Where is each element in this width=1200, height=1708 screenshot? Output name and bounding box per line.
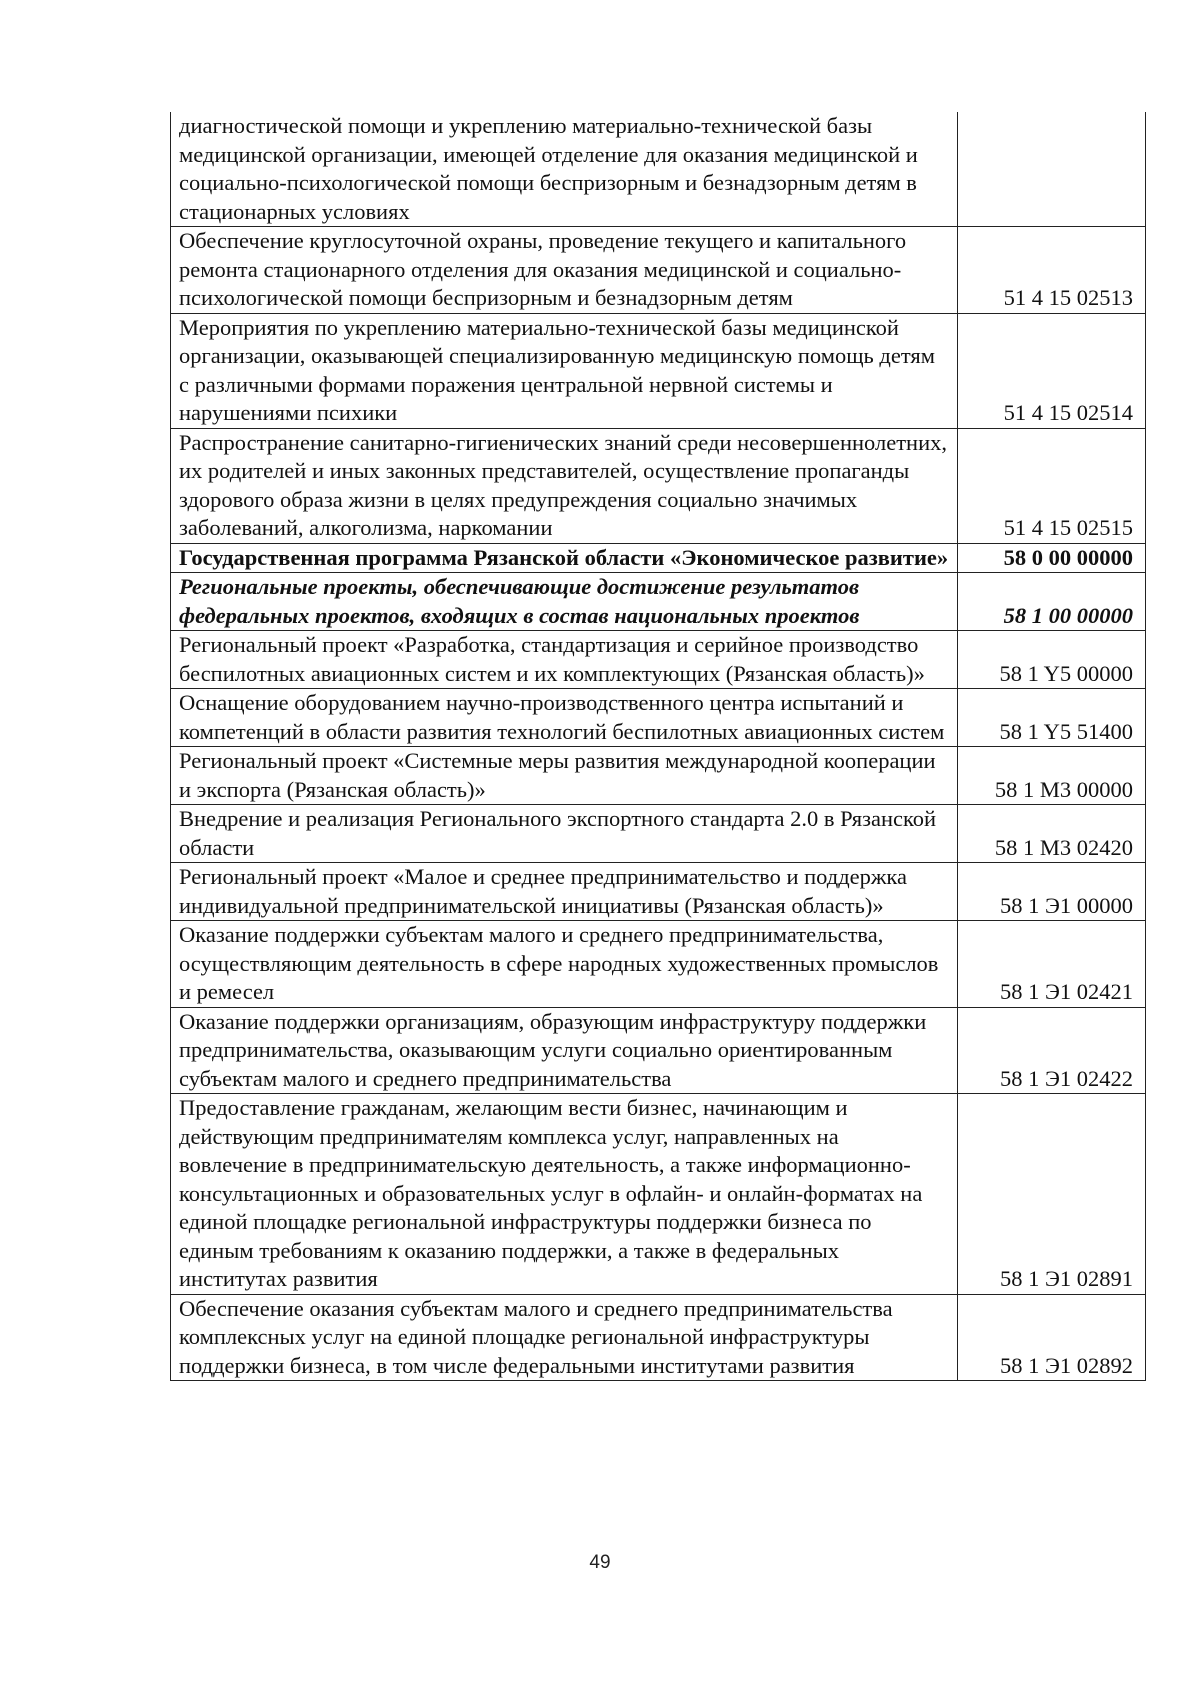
row-name-cell	[171, 573, 958, 631]
row-name-cell	[171, 428, 958, 543]
row-code-cell: 51 4 15 02513	[958, 227, 1146, 314]
row-name: Оснащение оборудованием научно-производственного центра испытаний и компетенций в области развития технологий беспилотных авиационных систем	[179, 690, 945, 744]
row-code-cell: 58 1 Э1 02892	[958, 1294, 1146, 1381]
row-code-cell: 58 1 M3 02420	[958, 805, 1146, 863]
row-code-cell: 58 1 Э1 00000	[958, 863, 1146, 921]
row-code-cell	[958, 112, 1146, 227]
table-row	[171, 805, 1146, 863]
row-name-cell	[171, 227, 958, 314]
row-name: Обеспечение оказания субъектам малого и среднего предпринимательства комплексных услуг на единой площадке региональной инфраструктуры поддержки бизнеса, в том числе федеральными институтами развития	[179, 1295, 893, 1378]
row-name-cell	[171, 543, 958, 573]
row-name-cell	[171, 689, 958, 747]
row-code-cell: 58 1 Y5 51400	[958, 689, 1146, 747]
row-code-cell: 51 4 15 02515	[958, 428, 1146, 543]
budget-classification-table	[170, 112, 1146, 1381]
table-row	[171, 1007, 1146, 1094]
row-name-cell	[171, 805, 958, 863]
row-name: Оказание поддержки субъектам малого и среднего предпринимательства, осуществляющим деятельность в сфере народных художественных промыслов и ремесел	[179, 922, 939, 1004]
row-name: Предоставление гражданам, желающим вести бизнес, начинающим и действующим предпринимателям комплекса услуг, направленных на вовлечение в предпринимательскую деятельность, а также информационно-консультационных и образовательных услуг в офлайн- и онлайн-форматах на единой площадке региональной инфраструктуры поддержки бизнеса по единым требованиям к оказанию поддержки, а также в федеральных институтах развития	[179, 1095, 923, 1291]
row-code-cell: 58 1 Э1 02421	[958, 921, 1146, 1008]
row-name: Государственная программа Рязанской области «Экономическое развитие»	[179, 544, 949, 570]
table-row	[171, 1294, 1146, 1381]
row-name: Обеспечение круглосуточной охраны, проведение текущего и капитального ремонта стационарного отделения для оказания медицинской и социально-психологической помощи беспризорным и безнадзорным детям	[179, 228, 907, 310]
subprogram-row	[171, 573, 1146, 631]
row-code-cell: 51 4 15 02514	[958, 313, 1146, 428]
row-name-cell	[171, 112, 958, 227]
row-name: Региональный проект «Разработка, стандартизация и серийное производство беспилотных авиационных систем и их комплектующих (Рязанская область)»	[179, 632, 925, 686]
row-name: Региональные проекты, обеспечивающие достижение результатов федеральных проектов, входящих в состав национальных проектов	[179, 574, 860, 628]
row-name-cell	[171, 1294, 958, 1381]
table-row	[171, 747, 1146, 805]
row-name: Оказание поддержки организациям, образующим инфраструктуру поддержки предпринимательства, оказывающим услуги социально ориентированным субъектам малого и среднего предпринимательства	[179, 1008, 927, 1091]
row-code-cell: 58 0 00 00000	[958, 543, 1146, 573]
page-number: 49	[589, 1552, 611, 1573]
row-name-cell	[171, 1007, 958, 1094]
table-row	[171, 863, 1146, 921]
table-row	[171, 921, 1146, 1008]
table-row	[171, 428, 1146, 543]
row-name-cell	[171, 921, 958, 1008]
row-code-cell: 58 1 M3 00000	[958, 747, 1146, 805]
table-row	[171, 689, 1146, 747]
row-name: Распространение санитарно-гигиенических знаний среди несовершеннолетних, их родителей и иных законных представителей, осуществление пропаганды здорового образа жизни в целях предупреждения социально значимых заболеваний, алкоголизма, наркомании	[179, 429, 948, 540]
row-name: Региональный проект «Системные меры развития международной кооперации и экспорта (Рязанская область)»	[179, 748, 936, 802]
row-name-cell	[171, 313, 958, 428]
table-row	[171, 1094, 1146, 1295]
program-row	[171, 543, 1146, 573]
table-row	[171, 112, 1146, 227]
row-code-cell: 58 1 00 00000	[958, 573, 1146, 631]
row-name: Региональный проект «Малое и среднее предпринимательство и поддержка индивидуальной предпринимательской инициативы (Рязанская область)»	[179, 864, 908, 918]
row-name-cell	[171, 747, 958, 805]
row-name: диагностической помощи и укреплению материально-технической базы медицинской организации, имеющей отделение для оказания медицинской и социально-психологической помощи беспризорным и безнадзорным детям в стационарных условиях	[179, 113, 918, 224]
row-name: Мероприятия по укреплению материально-технической базы медицинской организации, оказывающей специализированную медицинскую помощь детям с различными формами поражения центральной нервной системы и нарушениями психики	[179, 314, 935, 425]
table-row	[171, 227, 1146, 314]
row-name-cell	[171, 1094, 958, 1295]
row-code-cell: 58 1 Y5 00000	[958, 631, 1146, 689]
row-name: Внедрение и реализация Регионального экспортного стандарта 2.0 в Рязанской области	[179, 806, 937, 860]
table-row	[171, 313, 1146, 428]
row-name-cell	[171, 863, 958, 921]
table-row	[171, 631, 1146, 689]
row-name-cell	[171, 631, 958, 689]
row-code-cell: 58 1 Э1 02422	[958, 1007, 1146, 1094]
row-code-cell: 58 1 Э1 02891	[958, 1094, 1146, 1295]
